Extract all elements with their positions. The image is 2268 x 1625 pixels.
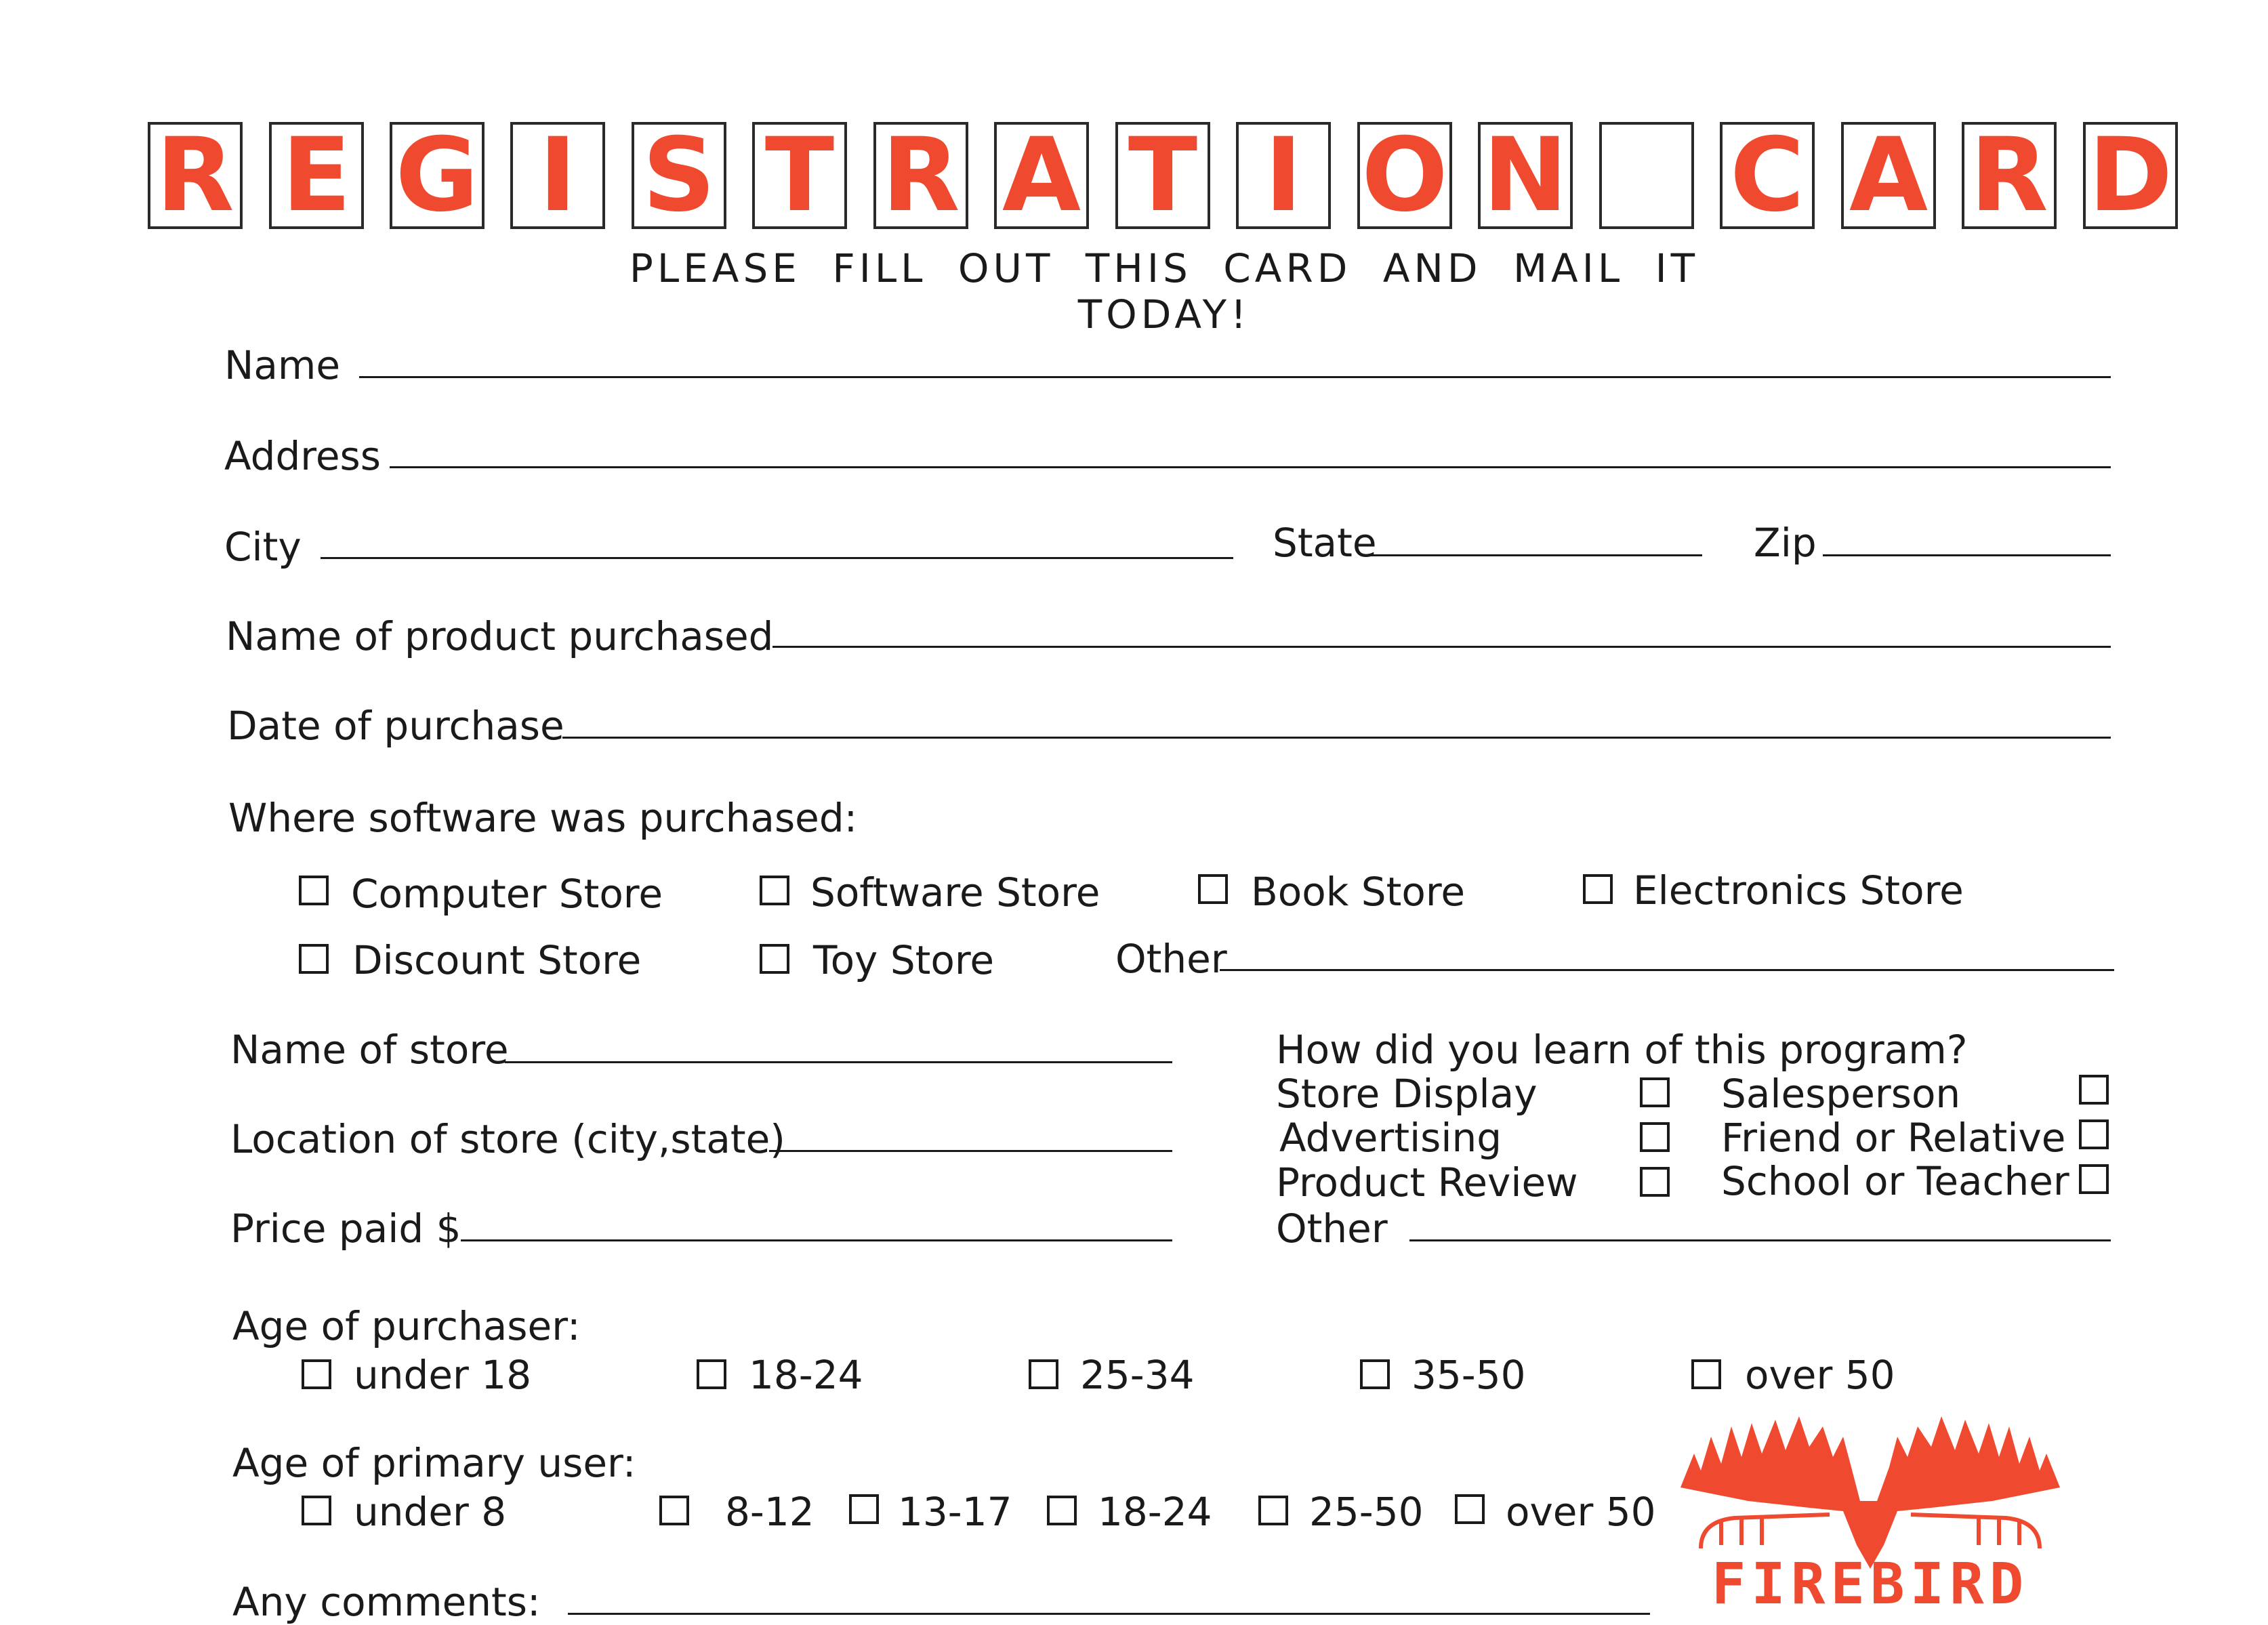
title-letter: A — [994, 122, 1089, 229]
book-store-label: Book Store — [1251, 869, 1466, 915]
city-field[interactable] — [321, 557, 1233, 559]
computer-store-checkbox[interactable] — [299, 876, 329, 905]
store-name-field[interactable] — [505, 1061, 1172, 1063]
title-letter: A — [1841, 122, 1936, 229]
purchaser-under-18-label: under 18 — [354, 1352, 532, 1398]
user-13-17-label: 13-17 — [898, 1489, 1012, 1535]
where-other-label: Other — [1115, 936, 1227, 982]
purchaser-18-24-label: 18-24 — [749, 1352, 863, 1398]
user-13-17-checkbox[interactable] — [849, 1494, 879, 1524]
book-store-checkbox[interactable] — [1198, 874, 1228, 904]
learn-other-label: Other — [1276, 1206, 1388, 1252]
title-letter-blank — [1599, 122, 1694, 229]
price-paid-label: Price paid $ — [230, 1206, 461, 1252]
title-letter: R — [148, 122, 243, 229]
learn-other-field[interactable] — [1409, 1239, 2111, 1241]
user-18-24-checkbox[interactable] — [1047, 1496, 1077, 1525]
friend-relative-checkbox[interactable] — [2079, 1119, 2109, 1149]
user-over-50-checkbox[interactable] — [1455, 1494, 1485, 1524]
purchaser-18-24-checkbox[interactable] — [697, 1359, 726, 1389]
state-field[interactable] — [1369, 554, 1702, 556]
where-purchased-heading: Where software was purchased: — [228, 795, 858, 841]
title-letter: O — [1357, 122, 1452, 229]
subtitle: PLEASE FILL OUT THIS CARD AND MAIL IT TODAY! — [629, 245, 1699, 337]
title-letter: I — [1236, 122, 1331, 229]
address-label: Address — [224, 433, 381, 479]
title-letter: E — [269, 122, 364, 229]
title-letter: R — [873, 122, 968, 229]
friend-relative-label: Friend or Relative — [1721, 1115, 2066, 1161]
age-user-heading: Age of primary user: — [232, 1440, 636, 1486]
title-letter: T — [752, 122, 847, 229]
price-paid-field[interactable] — [461, 1239, 1172, 1241]
user-under-8-label: under 8 — [354, 1489, 507, 1535]
comments-field[interactable] — [568, 1613, 1650, 1615]
comments-label: Any comments: — [232, 1579, 541, 1625]
purchaser-25-34-checkbox[interactable] — [1029, 1359, 1058, 1389]
school-teacher-checkbox[interactable] — [2079, 1164, 2109, 1194]
store-location-field[interactable] — [769, 1150, 1172, 1152]
discount-store-label: Discount Store — [352, 937, 642, 983]
user-8-12-label: 8-12 — [725, 1489, 815, 1535]
user-over-50-label: over 50 — [1506, 1489, 1656, 1535]
product-label: Name of product purchased — [226, 613, 774, 659]
purchaser-over-50-label: over 50 — [1745, 1352, 1895, 1398]
title-letter: C — [1720, 122, 1815, 229]
state-label: State — [1273, 520, 1377, 566]
advertising-checkbox[interactable] — [1640, 1122, 1670, 1152]
toy-store-checkbox[interactable] — [760, 944, 789, 974]
product-field[interactable] — [772, 646, 2111, 648]
software-store-checkbox[interactable] — [760, 876, 789, 905]
computer-store-label: Computer Store — [351, 871, 663, 917]
zip-field[interactable] — [1823, 554, 2111, 556]
purchaser-25-34-label: 25-34 — [1080, 1352, 1195, 1398]
electronics-store-checkbox[interactable] — [1583, 874, 1613, 904]
purchaser-under-18-checkbox[interactable] — [302, 1359, 331, 1389]
electronics-store-label: Electronics Store — [1633, 867, 1964, 913]
age-purchaser-heading: Age of purchaser: — [232, 1303, 581, 1349]
user-under-8-checkbox[interactable] — [302, 1496, 331, 1525]
store-location-label: Location of store (city,state) — [230, 1116, 785, 1162]
school-teacher-label: School or Teacher — [1721, 1158, 2069, 1204]
firebird-logo — [1674, 1399, 2067, 1616]
purchaser-35-50-label: 35-50 — [1411, 1352, 1526, 1398]
city-label: City — [224, 524, 302, 570]
title-letter: I — [510, 122, 605, 229]
salesperson-checkbox[interactable] — [2079, 1075, 2109, 1105]
store-name-label: Name of store — [230, 1027, 509, 1073]
product-review-label: Product Review — [1276, 1159, 1578, 1206]
discount-store-checkbox[interactable] — [299, 944, 329, 974]
address-field[interactable] — [390, 466, 2111, 468]
name-label: Name — [224, 342, 341, 388]
name-field[interactable] — [359, 376, 2111, 378]
software-store-label: Software Store — [810, 869, 1100, 916]
learn-heading: How did you learn of this program? — [1276, 1027, 1968, 1073]
user-25-50-label: 25-50 — [1309, 1489, 1424, 1535]
store-display-label: Store Display — [1276, 1071, 1538, 1117]
title-letter: T — [1115, 122, 1210, 229]
zip-label: Zip — [1754, 520, 1817, 566]
title-letter: G — [390, 122, 484, 229]
user-25-50-checkbox[interactable] — [1258, 1496, 1288, 1525]
title-letter: S — [632, 122, 726, 229]
title-letter: D — [2083, 122, 2178, 229]
toy-store-label: Toy Store — [813, 937, 995, 983]
purchaser-over-50-checkbox[interactable] — [1691, 1359, 1721, 1389]
salesperson-label: Salesperson — [1721, 1071, 1961, 1117]
title-letter: N — [1478, 122, 1573, 229]
product-review-checkbox[interactable] — [1640, 1167, 1670, 1197]
user-18-24-label: 18-24 — [1098, 1489, 1212, 1535]
purchaser-35-50-checkbox[interactable] — [1360, 1359, 1390, 1389]
title-letter: R — [1962, 122, 2057, 229]
where-other-field[interactable] — [1220, 969, 2114, 971]
date-field[interactable] — [562, 737, 2111, 739]
store-display-checkbox[interactable] — [1640, 1077, 1670, 1107]
date-label: Date of purchase — [227, 703, 564, 749]
firebird-logo-text: FIREBIRD — [1711, 1550, 2029, 1617]
user-8-12-checkbox[interactable] — [659, 1496, 689, 1525]
advertising-label: Advertising — [1279, 1115, 1502, 1161]
